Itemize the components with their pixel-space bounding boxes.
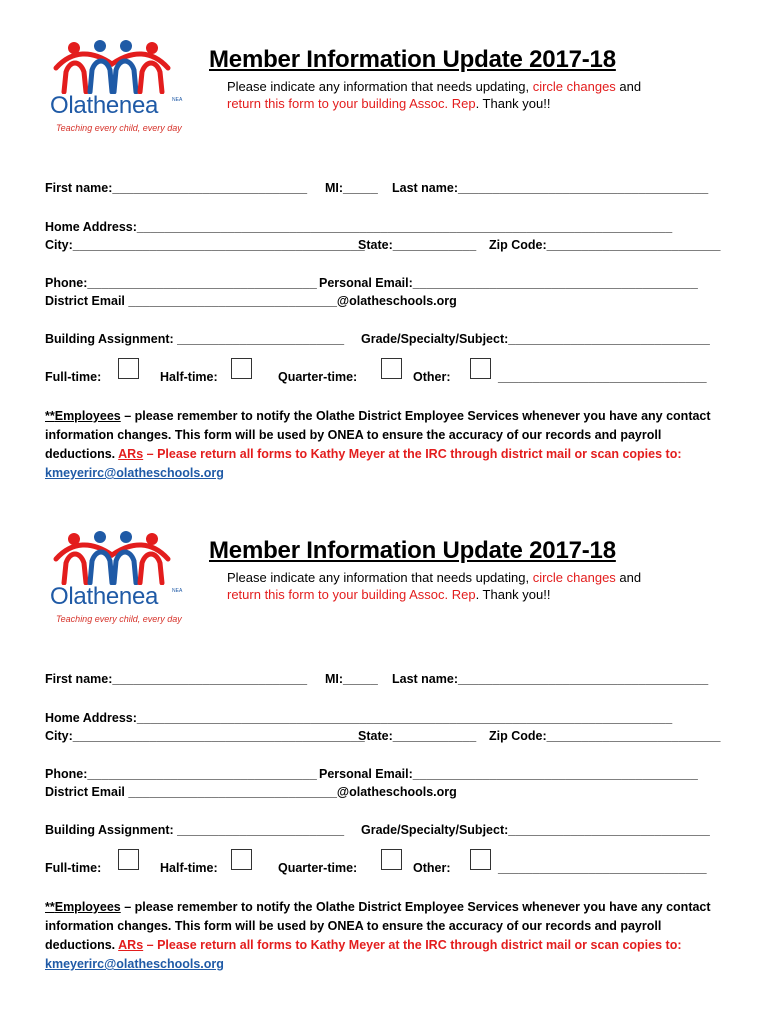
form-title: Member Information Update 2017-18: [209, 537, 616, 564]
quartertime-checkbox[interactable]: [381, 849, 402, 870]
contact-email-link[interactable]: kmeyerirc@olatheschools.org: [45, 466, 224, 480]
fulltime-checkbox[interactable]: [118, 849, 139, 870]
home-address-field[interactable]: Home Address:_____________________________________________________________________________: [45, 220, 673, 234]
city-field[interactable]: City:__________________________________________: [45, 238, 365, 252]
member-form-1: [0, 0, 770, 490]
mi-field[interactable]: MI:_____: [325, 181, 378, 195]
employee-note: **Employees – please remember to notify the Olathe District Employee Services whenever you have any contact information changes. This form will be used by ONEA to ensure the accuracy of our records and payroll deductions. ARs – Please return all forms to Kathy Meyer at the IRC through district mail or scan copies to: kmeyerirc@olatheschools.org: [45, 409, 711, 480]
phone-field[interactable]: Phone:_________________________________: [45, 276, 317, 290]
grade-subject-field[interactable]: Grade/Specialty/Subject:_____________________________: [361, 332, 710, 346]
employees-label: Employees: [54, 900, 121, 914]
building-assignment-field[interactable]: Building Assignment: ________________________: [45, 823, 345, 837]
logo-superscript: NEA: [172, 588, 183, 594]
employees-label: Employees: [54, 409, 121, 423]
fulltime-label: Full-time:: [45, 861, 102, 875]
other-checkbox[interactable]: [470, 849, 491, 870]
instructions: Please indicate any information that needs updating, circle changes and return this form to your building Assoc. Rep. Thank you!!: [227, 79, 642, 111]
fulltime-checkbox[interactable]: [118, 358, 139, 379]
personal-email-field[interactable]: Personal Email:_________________________________________: [319, 767, 698, 781]
olathenea-logo: [44, 38, 184, 148]
halftime-checkbox[interactable]: [231, 849, 252, 870]
instructions: Please indicate any information that needs updating, circle changes and return this form to your building Assoc. Rep. Thank you!!: [227, 570, 642, 602]
first-name-field[interactable]: First name:____________________________: [45, 672, 308, 686]
last-name-field[interactable]: Last name:____________________________________: [392, 672, 709, 686]
halftime-label: Half-time:: [160, 861, 218, 875]
mi-field[interactable]: MI:_____: [325, 672, 378, 686]
quartertime-label: Quarter-time:: [278, 861, 358, 875]
logo-tagline: Teaching every child, every day: [56, 123, 182, 133]
ars-label: ARs: [118, 447, 144, 461]
logo-wordmark: Olathenea: [50, 583, 159, 610]
phone-field[interactable]: Phone:_________________________________: [45, 767, 317, 781]
other-field[interactable]: ______________________________: [498, 370, 707, 384]
state-field[interactable]: State:____________: [358, 729, 477, 743]
quartertime-label: Quarter-time:: [278, 370, 358, 384]
member-form-2: [0, 491, 770, 981]
logo-figures-icon: [52, 38, 172, 94]
zip-field[interactable]: Zip Code:_________________________: [489, 729, 721, 743]
olathenea-logo: [44, 529, 184, 639]
first-name-field[interactable]: First name:____________________________: [45, 181, 308, 195]
other-label: Other:: [413, 861, 451, 875]
state-field[interactable]: State:____________: [358, 238, 477, 252]
return-form-text: return this form to your building Assoc. Rep: [227, 96, 476, 111]
personal-email-field[interactable]: Personal Email:_________________________________________: [319, 276, 698, 290]
other-field[interactable]: ______________________________: [498, 861, 707, 875]
building-assignment-field[interactable]: Building Assignment: ________________________: [45, 332, 345, 346]
circle-changes-text: circle changes: [532, 570, 616, 585]
return-form-text: return this form to your building Assoc. Rep: [227, 587, 476, 602]
home-address-field[interactable]: Home Address:_____________________________________________________________________________: [45, 711, 673, 725]
circle-changes-text: circle changes: [532, 79, 616, 94]
fulltime-label: Full-time:: [45, 370, 102, 384]
other-checkbox[interactable]: [470, 358, 491, 379]
city-field[interactable]: City:__________________________________________: [45, 729, 365, 743]
quartertime-checkbox[interactable]: [381, 358, 402, 379]
district-email-field[interactable]: District Email ______________________________@olatheschools.org: [45, 294, 457, 308]
contact-email-link[interactable]: kmeyerirc@olatheschools.org: [45, 957, 224, 971]
employee-note: **Employees – please remember to notify the Olathe District Employee Services whenever you have any contact information changes. This form will be used by ONEA to ensure the accuracy of our records and payroll deductions. ARs – Please return all forms to Kathy Meyer at the IRC through district mail or scan copies to: kmeyerirc@olatheschools.org: [45, 900, 711, 971]
halftime-checkbox[interactable]: [231, 358, 252, 379]
zip-field[interactable]: Zip Code:_________________________: [489, 238, 721, 252]
halftime-label: Half-time:: [160, 370, 218, 384]
logo-figures-icon: [52, 529, 172, 585]
logo-tagline: Teaching every child, every day: [56, 614, 182, 624]
form-title: Member Information Update 2017-18: [209, 46, 616, 73]
last-name-field[interactable]: Last name:____________________________________: [392, 181, 709, 195]
logo-superscript: NEA: [172, 97, 183, 103]
district-email-field[interactable]: District Email ______________________________@olatheschools.org: [45, 785, 457, 799]
ars-label: ARs: [118, 938, 144, 952]
grade-subject-field[interactable]: Grade/Specialty/Subject:_____________________________: [361, 823, 710, 837]
logo-wordmark: Olathenea: [50, 92, 159, 119]
other-label: Other:: [413, 370, 451, 384]
